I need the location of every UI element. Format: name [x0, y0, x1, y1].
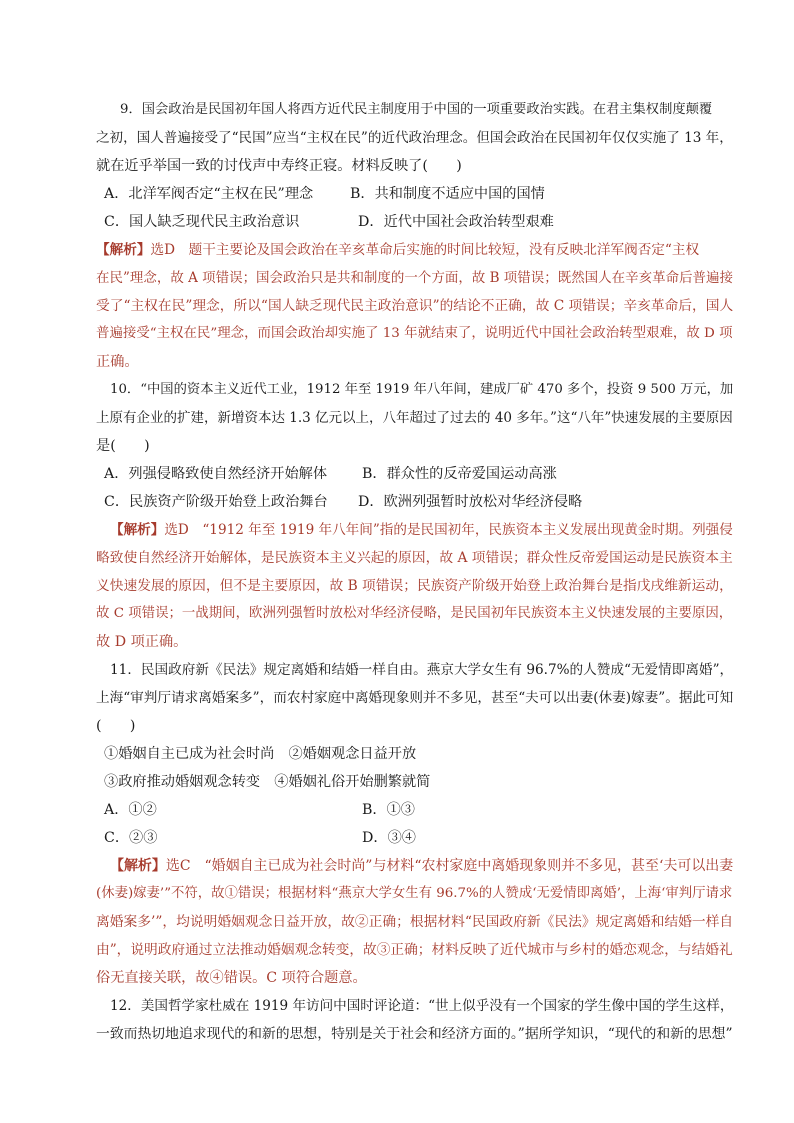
question-stem-line: 就在近乎举国一致的讨伐声中寿终正寝。材料反映了( ) [96, 158, 462, 174]
option-a: A．北洋军阀否定“主权在民”理念 [104, 186, 314, 202]
options-row [96, 180, 736, 208]
question-stem-line: ( ) [96, 718, 136, 734]
question-stem-line: 之初，国人普遍接受了“民国”应当“主权在民”的近代政治理念。但国会政治在民国初年仅仅实施了 13 年， [96, 130, 733, 146]
analysis-line: 离婚案多’”，均说明婚姻观念日益开放，故②正确；根据材料“民国政府新《民法》规定离婚和结婚一样自 [96, 914, 734, 930]
analysis-text: 选D 题干主要论及国会政治在辛亥革命后实施的时间比较短，没有反映北洋军阀否定“主权 [150, 242, 700, 258]
question-stem-line: 11．民国政府新《民法》规定离婚和结婚一样自由。燕京大学女生有 96.7%的人赞成“无爱情即离婚”， [110, 662, 734, 678]
option-d: D．近代中国社会政治转型艰难 [358, 214, 554, 230]
analysis-line: 故 C 项错误；一战期间，欧洲列强暂时放松对华经济侵略，是民国初年民族资本主义快速发展的主要原因， [96, 606, 733, 621]
analysis-line: 在民”理念，故 A 项错误；国会政治只是共和制度的一个方面，故 B 项错误；既然国人在辛亥革命后普遍接 [96, 270, 734, 286]
question-stem-line: 一致而热切地追求现代的和新的思想，特别是关于社会和经济方面的。”据所学知识，“现代的和新的思想” [96, 1026, 733, 1042]
options-row [96, 796, 736, 824]
analysis-line: 略致使自然经济开始解体，是民族资本主义兴起的原因，故 A 项错误；群众性反帝爱国运动是民族资本主 [96, 550, 733, 566]
analysis-line: 由”，说明政府通过立法推动婚姻观念转变，故③正确；材料反映了近代城市与乡村的婚恋观念，与结婚礼 [96, 942, 733, 958]
analysis [96, 852, 736, 880]
question-stem-line: 上原有企业的扩建，新增资本达 1.3 亿元以上，八年超过了过去的 40 多年。”这“八年”快速发展的主要原因 [96, 410, 733, 426]
analysis-line: 正确。 [96, 354, 139, 370]
option-c: C．民族资产阶级开始登上政治舞台 [104, 494, 328, 510]
question-10 [96, 376, 736, 656]
question-stem-line: 10．“中国的资本主义近代工业，1912 年至 1919 年八年间，建成厂矿 470 多个，投资 9 500 万元，加 [110, 382, 734, 397]
question-11 [96, 656, 736, 992]
option-c: C．②③ [104, 830, 158, 846]
analysis-line: 义快速发展的原因，但不是主要原因，故 B 项错误；民族资产阶级开始登上政治舞台是指戊戌维新运动， [96, 578, 733, 594]
option-c: C．国人缺乏现代民主政治意识 [104, 214, 300, 230]
analysis-line: 受了“主权在民”理念，所以“国人缺乏现代民主政治意识”的结论不正确，故 C 项错误；辛亥革命后，国人 [96, 298, 734, 314]
question-stem-line: 12．美国哲学家杜威在 1919 年访问中国时评论道：“世上似乎没有一个国家的学生像中国的学生这样， [110, 998, 734, 1014]
analysis-line: 普遍接受“主权在民”理念，而国会政治却实施了 13 年就结束了，说明近代中国社会政治转型艰难，故 D 项 [96, 326, 733, 341]
analysis-tag: 【解析】 [110, 522, 165, 538]
analysis-line: 故 D 项正确。 [96, 634, 188, 650]
options-row [96, 824, 736, 852]
analysis-tag: 【解析】 [110, 858, 166, 874]
options-row [96, 460, 736, 488]
analysis-text: 选C “婚姻自主已成为社会时尚”与材料“农村家庭中离婚现象则并不多见，甚至‘夫可以出妻 [165, 858, 734, 874]
analysis [72, 236, 736, 264]
statement-line: ①婚姻自主已成为社会时尚 ②婚姻观念日益开放 [104, 746, 417, 762]
question-stem-line: 上海“审判厅请求离婚案多”，而农村家庭中离婚现象则并不多见，甚至“夫可以出妻(休妻)嫁妻”。据此可知 [96, 690, 734, 706]
analysis-text: 选D “1912 年至 1919 年八年间”指的是民国初年，民族资本主义发展出现黄金时期。列强侵 [164, 522, 733, 538]
option-d: D．欧洲列强暂时放松对华经济侵略 [358, 494, 583, 510]
question-stem-line: 是( ) [96, 438, 150, 454]
option-a: A．列强侵略致使自然经济开始解体 [104, 466, 328, 482]
question-stem-line: 9．国会政治是民国初年国人将西方近代民主制度用于中国的一项重要政治实践。在君主集权制度颠覆 [120, 102, 713, 117]
statement-line: ③政府推动婚姻观念转变 ④婚姻礼俗开始删繁就简 [104, 774, 431, 790]
question-12 [96, 992, 736, 1048]
question-9 [96, 96, 736, 376]
page-content [96, 96, 736, 1048]
analysis-tag: 【解析】 [96, 242, 151, 258]
options-row [96, 488, 736, 516]
analysis-line: (休妻)嫁妻’”不符，故①错误；根据材料“燕京大学女生有 96.7%的人赞成‘无爱情即离婚’，上海‘审判厅请求 [96, 886, 733, 901]
option-a: A．①② [104, 802, 157, 818]
option-b: B．共和制度不适应中国的国情 [350, 186, 545, 202]
analysis [96, 516, 736, 544]
option-d: D．③④ [362, 830, 416, 846]
option-b: B．①③ [362, 802, 415, 818]
analysis-line: 俗无直接关联，故④错误。C 项符合题意。 [96, 970, 367, 986]
options-row [96, 208, 736, 236]
option-b: B．群众性的反帝爱国运动高涨 [362, 466, 557, 482]
